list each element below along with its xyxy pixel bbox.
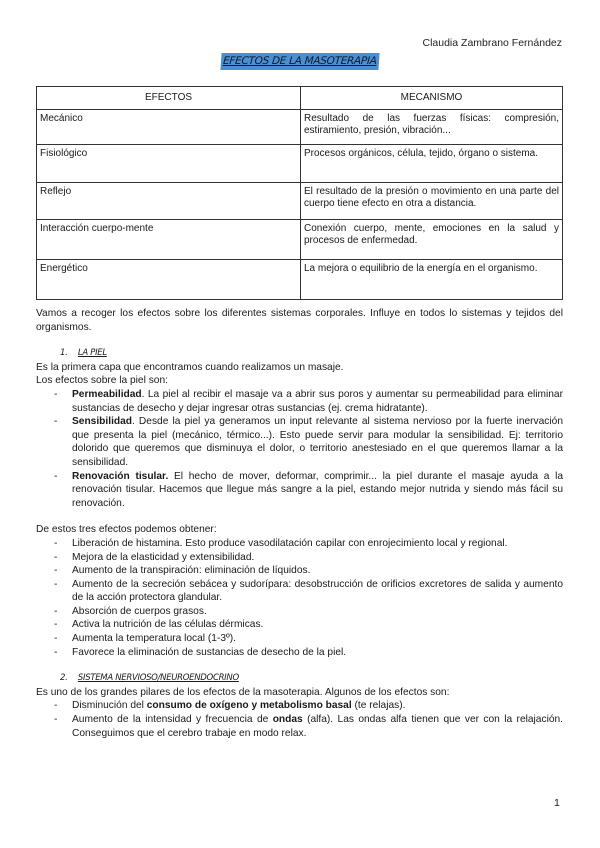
list-item — [36, 537, 563, 551]
section-number: 1. — [60, 348, 68, 359]
mechanism-cell: Resultado de las fuerzas físicas: compresión, estiramiento, presión, vibración... — [301, 110, 563, 145]
effect-cell: Interacción cuerpo-mente — [37, 220, 301, 260]
mechanism-cell: Procesos orgánicos, célula, tejido, órgano o sistema. — [301, 145, 563, 183]
list-item — [36, 605, 563, 619]
dash-bullet: - — [54, 470, 58, 482]
list-text: (te relajas). — [351, 700, 406, 712]
list-item — [36, 699, 563, 713]
title-container — [0, 53, 600, 70]
effect-cell: Reflejo — [37, 183, 301, 220]
list-item — [36, 470, 563, 511]
paragraph: Es uno de los grandes pilares de los efectos de la masoterapia. Algunos de los efectos son: — [36, 686, 450, 698]
section-title: SISTEMA NERVIOSO/NEUROENDOCRINO — [77, 673, 239, 684]
term: Permeabilidad — [72, 388, 142, 400]
paragraph: Los efectos sobre la piel son: — [36, 375, 168, 387]
table-header-row — [37, 87, 563, 110]
list-text: Aumento de la secreción sebácea y sudorípara: desobstrucción de orificios excretores de salida y aumento de la acción protectora glandular. — [72, 578, 563, 604]
term: consumo de oxígeno y metabolismo basal — [146, 700, 352, 712]
section-title: LA PIEL — [77, 348, 107, 359]
list-item — [36, 415, 563, 469]
dash-bullet: - — [54, 605, 58, 617]
mechanism-cell: Conexión cuerpo, mente, emociones en la salud y procesos de enfermedad. — [301, 220, 563, 260]
dash-bullet: - — [54, 619, 58, 631]
list-text: Absorción de cuerpos grasos. — [72, 605, 207, 617]
list-item — [36, 618, 563, 632]
section-heading-sistema-nervioso — [60, 672, 563, 686]
list-text: Aumento de la transpiración: eliminación de líquidos. — [72, 565, 311, 577]
list-item — [36, 713, 563, 740]
effect-cell: Fisiológico — [37, 145, 301, 183]
dash-bullet: - — [54, 646, 58, 658]
page-number: 1 — [554, 797, 560, 809]
effect-cell: Energético — [37, 260, 301, 300]
dash-bullet: - — [54, 714, 58, 726]
author-name: Claudia Zambrano Fernández — [422, 37, 562, 49]
effect-cell: Mecánico — [37, 110, 301, 145]
document-title: EFECTOS DE LA MASOTERAPIA — [221, 53, 380, 70]
table-row — [37, 260, 563, 300]
effects-table — [36, 86, 563, 300]
list-text: Activa la nutrición de las células dérmicas. — [72, 619, 264, 631]
table-row — [37, 183, 563, 220]
list-item — [36, 388, 563, 415]
table-row — [37, 220, 563, 260]
list-text: Liberación de histamina. Esto produce vasodilatación capilar con enrojecimiento local y regional. — [72, 537, 508, 549]
description: . Desde la piel ya generamos un input relevante al sistema nervioso por la fuerte inervación que presenta la piel (mecánico, térmico...). Esto puede servir para modular la sensibilidad. Ej: territorio dolorido que queremos que disminuya el dolor, o territorio anestesiado en el que queremos llamar a la sensibilidad. — [72, 416, 563, 468]
dash-bullet: - — [54, 416, 58, 428]
document-body — [36, 307, 563, 740]
intro-paragraph: Vamos a recoger los efectos sobre los diferentes sistemas corporales. Influye en todos lo sistemas y tejidos del organismos. — [36, 308, 563, 333]
section-heading-piel — [60, 347, 563, 361]
list-text: Aumenta la temperatura local (1-3º). — [72, 633, 236, 645]
dash-bullet: - — [54, 537, 58, 549]
column-header-mecanismo: MECANISMO — [301, 87, 563, 110]
description: . La piel al recibir el masaje va a abrir sus poros y aumentar su permeabilidad para eliminar sustancias de desecho y dejar ingresar otras sustancias (ej. crema hidratante). — [72, 388, 563, 414]
list-item — [36, 578, 563, 605]
dash-bullet: - — [54, 700, 58, 712]
description: El hecho de mover, deformar, comprimir... la piel durante el masaje ayuda a la renovación tisular. Hacemos que llegue más sangre a la piel, estando mejor nutrida y siendo más fácil su renovación. — [72, 470, 563, 509]
dash-bullet: - — [54, 565, 58, 577]
section-number: 2. — [60, 673, 68, 684]
term: Sensibilidad — [72, 416, 133, 428]
list-text: Aumento de la intensidad y frecuencia de — [72, 714, 273, 726]
dash-bullet: - — [54, 578, 58, 590]
dash-bullet: - — [54, 388, 58, 400]
paragraph: De estos tres efectos podemos obtener: — [36, 524, 217, 536]
column-header-efectos: EFECTOS — [37, 87, 301, 110]
list-item — [36, 646, 563, 660]
list-item — [36, 632, 563, 646]
mechanism-cell: La mejora o equilibrio de la energía en el organismo. — [301, 260, 563, 300]
list-text: Favorece la eliminación de sustancias de desecho de la piel. — [72, 646, 347, 658]
skin-results-list — [36, 537, 563, 659]
mechanism-cell: El resultado de la presión o movimiento en una parte del cuerpo tiene efecto en otra a distancia. — [301, 183, 563, 220]
list-item — [36, 564, 563, 578]
table-row — [37, 110, 563, 145]
skin-effects-list — [36, 388, 563, 510]
table-row — [37, 145, 563, 183]
dash-bullet: - — [54, 633, 58, 645]
list-text: Mejora de la elasticidad y extensibilidad. — [72, 551, 255, 563]
list-text: (alfa). Las ondas alfa tienen que ver con la relajación. Conseguimos que el cerebro trabaje en modo relax. — [72, 714, 563, 739]
term: Renovación tisular. — [72, 470, 169, 482]
list-text: Disminución del — [72, 700, 147, 712]
list-item — [36, 551, 563, 565]
term: ondas — [272, 714, 303, 726]
nervous-effects-list — [36, 699, 563, 740]
dash-bullet: - — [54, 551, 58, 563]
paragraph: Es la primera capa que encontramos cuando realizamos un masaje. — [36, 361, 344, 373]
